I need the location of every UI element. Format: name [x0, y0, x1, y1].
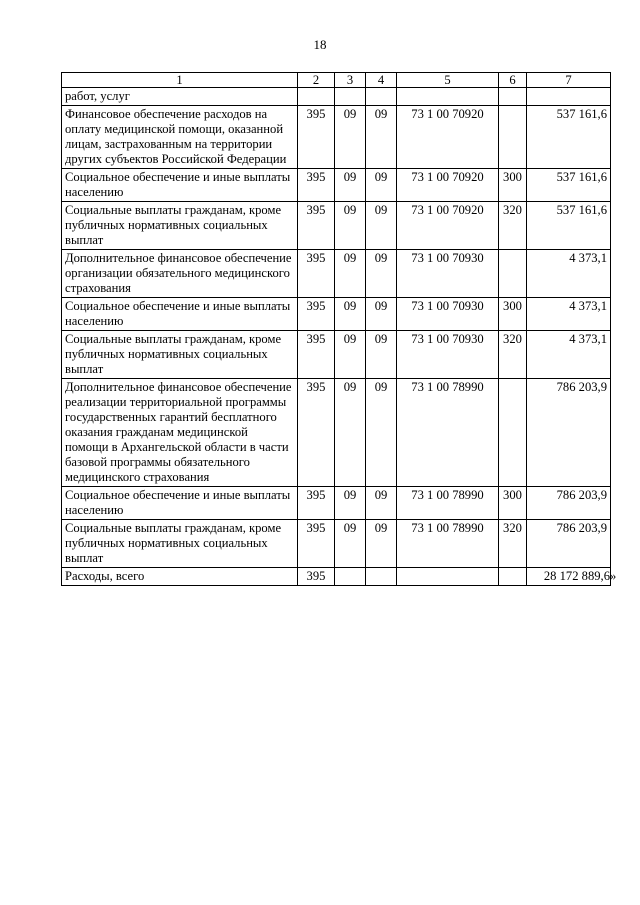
table-row [62, 88, 611, 106]
row-expense-type: 320 [499, 331, 527, 379]
closing-quote: » [610, 569, 617, 583]
row-expense-type: 300 [499, 298, 527, 331]
row-target-code: 73 1 00 70920 [397, 169, 499, 202]
row-name: Дополнительное финансовое обеспечение реализации территориальной программы государственных гарантий бесплатного оказания гражданам медицинской помощи в Архангельской области в части базовой программы обязательного медицинского страхования [62, 379, 298, 487]
table-row [62, 169, 611, 202]
row-section: 09 [335, 487, 366, 520]
row-expense-type [499, 250, 527, 298]
row-name: Дополнительное финансовое обеспечение организации обязательного медицинского страхования [62, 250, 298, 298]
column-number-header-row [62, 73, 611, 88]
row-admin-code: 395 [298, 298, 335, 331]
header-col-6: 6 [499, 73, 527, 88]
total-subsection-empty [366, 568, 397, 586]
header-col-3: 3 [335, 73, 366, 88]
table-row [62, 106, 611, 169]
row-admin-code: 395 [298, 520, 335, 568]
row-name: Финансовое обеспечение расходов на оплату медицинской помощи, оказанной лицам, застрахованным на территории других субъектов Российской Федерации [62, 106, 298, 169]
budget-expenditure-table [61, 72, 617, 586]
row-amount: 537 161,6 [527, 202, 611, 250]
row-amount: 537 161,6 [527, 106, 611, 169]
row-name: Социальное обеспечение и иные выплаты населению [62, 487, 298, 520]
header-col-7: 7 [527, 73, 611, 88]
row-section: 09 [335, 250, 366, 298]
row-section: 09 [335, 202, 366, 250]
row-name: Социальные выплаты гражданам, кроме публичных нормативных социальных выплат [62, 520, 298, 568]
row-expense-type [499, 88, 527, 106]
row-section [335, 88, 366, 106]
row-name: Социальное обеспечение и иные выплаты населению [62, 298, 298, 331]
header-col-1: 1 [62, 73, 298, 88]
row-name: Социальные выплаты гражданам, кроме публичных нормативных социальных выплат [62, 202, 298, 250]
row-amount: 786 203,9 [527, 379, 611, 487]
total-amount-cell [527, 568, 617, 586]
total-section-empty [335, 568, 366, 586]
row-amount: 537 161,6 [527, 169, 611, 202]
row-expense-type: 320 [499, 520, 527, 568]
row-expense-type [499, 106, 527, 169]
total-row [62, 568, 611, 586]
row-name: Социальные выплаты гражданам, кроме публичных нормативных социальных выплат [62, 331, 298, 379]
row-admin-code: 395 [298, 106, 335, 169]
row-amount: 4 373,1 [527, 298, 611, 331]
row-subsection: 09 [366, 331, 397, 379]
total-label: Расходы, всего [62, 568, 298, 586]
row-target-code: 73 1 00 70920 [397, 106, 499, 169]
table-row [62, 331, 611, 379]
table-row [62, 298, 611, 331]
row-name: работ, услуг [62, 88, 298, 106]
row-target-code [397, 88, 499, 106]
row-admin-code: 395 [298, 331, 335, 379]
row-admin-code [298, 88, 335, 106]
row-admin-code: 395 [298, 487, 335, 520]
row-subsection [366, 88, 397, 106]
row-amount [527, 88, 611, 106]
row-target-code: 73 1 00 70920 [397, 202, 499, 250]
row-subsection: 09 [366, 202, 397, 250]
row-subsection: 09 [366, 379, 397, 487]
table-row [62, 202, 611, 250]
total-amount: 28 172 889,6 [543, 569, 610, 583]
row-admin-code: 395 [298, 169, 335, 202]
row-subsection: 09 [366, 298, 397, 331]
row-target-code: 73 1 00 78990 [397, 487, 499, 520]
row-target-code: 73 1 00 78990 [397, 379, 499, 487]
row-subsection: 09 [366, 106, 397, 169]
table-row [62, 379, 611, 487]
page-number: 18 [313, 37, 327, 52]
row-expense-type: 300 [499, 487, 527, 520]
row-subsection: 09 [366, 520, 397, 568]
table-body [62, 88, 611, 568]
row-admin-code: 395 [298, 202, 335, 250]
row-section: 09 [335, 169, 366, 202]
table-row [62, 487, 611, 520]
row-subsection: 09 [366, 169, 397, 202]
row-target-code: 73 1 00 78990 [397, 520, 499, 568]
row-target-code: 73 1 00 70930 [397, 298, 499, 331]
row-admin-code: 395 [298, 379, 335, 487]
row-amount: 786 203,9 [527, 487, 611, 520]
total-expense-type-empty [499, 568, 527, 586]
row-section: 09 [335, 331, 366, 379]
row-name: Социальное обеспечение и иные выплаты населению [62, 169, 298, 202]
row-section: 09 [335, 520, 366, 568]
row-amount: 4 373,1 [527, 331, 611, 379]
row-subsection: 09 [366, 487, 397, 520]
table-row [62, 520, 611, 568]
row-expense-type: 300 [499, 169, 527, 202]
header-col-2: 2 [298, 73, 335, 88]
row-expense-type: 320 [499, 202, 527, 250]
total-target-empty [397, 568, 499, 586]
row-target-code: 73 1 00 70930 [397, 250, 499, 298]
row-target-code: 73 1 00 70930 [397, 331, 499, 379]
header-col-5: 5 [397, 73, 499, 88]
row-section: 09 [335, 379, 366, 487]
row-section: 09 [335, 106, 366, 169]
row-expense-type [499, 379, 527, 487]
header-col-4: 4 [366, 73, 397, 88]
row-subsection: 09 [366, 250, 397, 298]
row-section: 09 [335, 298, 366, 331]
row-amount: 786 203,9 [527, 520, 611, 568]
table-row [62, 250, 611, 298]
row-admin-code: 395 [298, 250, 335, 298]
row-amount: 4 373,1 [527, 250, 611, 298]
total-admin-code: 395 [298, 568, 335, 586]
